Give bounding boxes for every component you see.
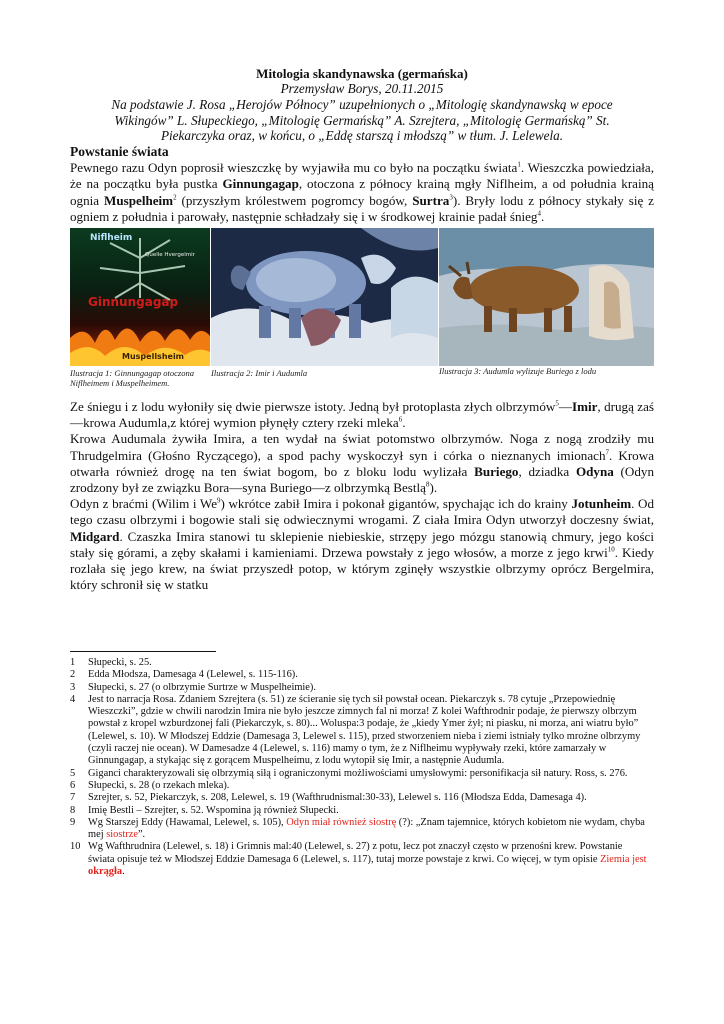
illustrations-row — [70, 228, 654, 388]
illustration-1-caption: Ilustracja 1: Ginnungagap otoczona Niflheimem i Muspelheimem. — [70, 368, 194, 388]
paragraph-4: Odyn z braćmi (Wilim i We$^9$) wkrótce zabił Imira i pokonał gigantów, spychając ich do krainy Jotunheim. Od tego czasu olbrzymi i bogowie stali się odwiecznymi wrogami. Z ciała Imira Odyn utworzył doczesny świat, Midgard. Czaszka Imira stanowi tu sklepienie niebieskie, strzępy jego mózgu stanowią chmury, jego kości stały się górami, a zęby skałami i kamieniami. Drzewa powstały z jego włosów, a morze z jego krwi$^{10}$. Kiedy rozlała się jego krew, na świat przyszedł potop, w którym zginęły wszystkie olbrzymy oprócz Bergelmira, który schronił się w statku — [70, 496, 654, 593]
footnote-6: 6 Słupecki, s. 28 (o rzekach mleka). — [70, 779, 230, 791]
footnote-3: 3 Słupecki, s. 27 (o olbrzymie Surtrze w Muspelheimie). — [70, 681, 316, 693]
footnote-ref[interactable]: 8 — [425, 480, 430, 489]
section-heading: Powstanie świata — [70, 144, 169, 160]
footnote-ref[interactable]: 3 — [449, 193, 453, 202]
illustration-1 — [70, 228, 210, 366]
highlighted-text: siostrze — [106, 829, 138, 841]
footnote-7: 7 Szrejter, s. 52, Piekarczyk, s. 208, Lelewel, s. 19 (Wafthrudnismal:30-33), Lelewel s. 116 (Młodsza Edda, Damesaga 4). — [70, 792, 587, 804]
footnote-5: 5 Giganci charakteryzowali się olbrzymią siłą i ograniczonymi możliwościami umysłowymi: personifikacja sił natury. Ross, s. 276. — [70, 767, 628, 779]
footnote-ref[interactable]: 10 — [607, 545, 615, 554]
footnote-ref[interactable]: 6 — [398, 415, 403, 424]
footnote-ref[interactable]: 9 — [217, 496, 221, 505]
niflheim-label: Niflheim — [90, 233, 133, 243]
footnote-10: 10 Wg Wafthrudnira (Lelewel, s. 18) i Grimnis mal:40 (Lelewel, s. 27) z potu, lecz pot znaczył często w przenośni krew. Powstanie świata opisuje też w Młodszej Eddzie Damesaga 6 (Lelewel, s. 117), tutaj morze powstaje z krwi. Co więcej, w tym opisie Ziemia jest okrągła. — [70, 841, 647, 878]
audumla-buri-image — [439, 228, 654, 366]
highlighted-text-bold: okrągła — [88, 866, 123, 878]
paragraph-1: Pewnego razu Odyn poprosił wieszczkę by wyjawiła mu co było na początku świata$^1$. Wieszczka powiedziała, że na początku była pustka Ginnungagap, otoczona z północy krainą mgły Niflheim, a od południa krainą ognia Muspelheim$^2$ (przyszłym królestwem pogromcy bogów, Surtra$^3$). Bryły lodu z północy stykały się z ogniem z południa i parowały, następnie schładzały się i w środkowej krainie padał śnieg$^4$. — [70, 160, 654, 224]
footnote-8: 8 Imię Bestli – Szrejter, s. 52. Wspomina ją również Słupecki. — [70, 804, 339, 816]
footnote-separator — [70, 651, 216, 652]
highlighted-text: Ziemia jest — [600, 853, 647, 865]
hvergelmir-label: Quelle Hvergelmir — [145, 252, 195, 258]
source-line-1: Na podstawie J. Rosa „Herojów Północy” uzupełnionych o „Mitologię skandynawską w epoce — [111, 96, 613, 112]
footnote-4: 4 Jest to narracja Rosa. Zdaniem Szrejtera (s. 51) ze ścieranie się tych sił powstał ocean. Piekarczyk s. 78 cytuje „Przepowiednię Wieszczki”, gdzie w chwili narodzin Imira nie było jeszcze zimnych fal ni morza! Z kolei Wafthrodnir podaje, że pierwszy olbrzym powstał z kropel wzburdzonej fali (Piekarczyk, s. 80)... Woluspa:3 podaje, że „kiedy Ymer żył; ni piasku, ni morza, ani wiatru było” (Lelewel, s. 10). W Młodszej Eddzie (Damesaga 3, Lelewel s. 115), przed stworzeniem nieba i ziemi istniały tylko mroźne olbrzymy (czyli raczej nie ocean). W Damesadze 4 (Lelewel, s. 116) mamy o tym, że z Niflheimu wypływały rzeki, które zamarzały w Ginnungagap, a stykając się z gorącem Muspelheimu, z lodu wytopił się Imir, a następnie Audumla. — [70, 693, 641, 767]
illustration-2-caption: Ilustracja 2: Imir i Audumla — [211, 368, 308, 378]
author-line: Przemysław Borys, 20.11.2015 — [280, 81, 444, 96]
illustration-3-caption: Ilustracja 3: Audumla wylizuje Buriego z lodu — [439, 366, 597, 376]
ginnungagap-label: Ginnungagap — [88, 295, 179, 309]
imir-audumla-image — [211, 228, 438, 366]
footnotes — [70, 657, 650, 878]
footnote-9: 9 Wg Starszej Eddy (Hawamal, Lelewel, s. 105), Odyn miał również siostrę (?): „Znam tajemnice, których kobietom nie wydam, chyba mej siostrze”. — [70, 816, 645, 841]
source-line-2: Wikingów” L. Słupeckiego, „Mitologię Germańską” A. Szrejtera, „Mitologię Germańską” St. — [114, 112, 610, 128]
document-title: Mitologia skandynawska (germańska) — [256, 66, 468, 81]
footnote-ref[interactable]: 5 — [555, 399, 559, 408]
footnote-1: 1 Słupecki, s. 25. — [70, 657, 152, 668]
footnote-ref[interactable]: 1 — [517, 160, 521, 169]
footnote-2: 2 Edda Młodsza, Damesaga 4 (Lelewel, s. 115-116). — [70, 669, 298, 681]
footnote-ref[interactable]: 2 — [173, 193, 177, 202]
ginnungagap-image — [70, 228, 210, 366]
footnote-ref[interactable]: 7 — [605, 448, 609, 457]
muspellsheim-label: Muspellsheim — [122, 352, 185, 361]
source-line-3: Piekarczyka oraz, w końcu, o „Eddę starszą i młodszą” w tłum. J. Lelewela. — [160, 128, 564, 144]
highlighted-text: Odyn miał również siostrę — [286, 816, 397, 828]
footnote-ref[interactable]: 4 — [537, 209, 541, 218]
illustration-3 — [439, 228, 654, 366]
illustration-2 — [211, 228, 438, 366]
document-page — [70, 66, 654, 593]
paragraph-3: Krowa Audumala żywiła Imira, a ten wydał na świat potomstwo olbrzymów. Noga z nogą zrodziły mu Thrudgelmira (Głośno Ryczącego), a spod pachy wyskoczył syn i córka o nieznanych imionach$^7$. Krowa otwarła również drogę na ten świat bogom, bo z bloku lodu wylizała Buriego, dziadka Odyna (Odyn zrodzony był ze związku Bora—syna Buriego—z olbrzymką Bestlą$^8$). — [70, 431, 655, 496]
paragraph-2: Ze śniegu i z lodu wyłoniły się dwie pierwsze istoty. Jedną był protoplasta złych olbrzymów$^5$—Imir, drugą zaś—krowa Audumla,z której wymion płynęły cztery rzeki mleka$^6$. — [70, 399, 654, 431]
